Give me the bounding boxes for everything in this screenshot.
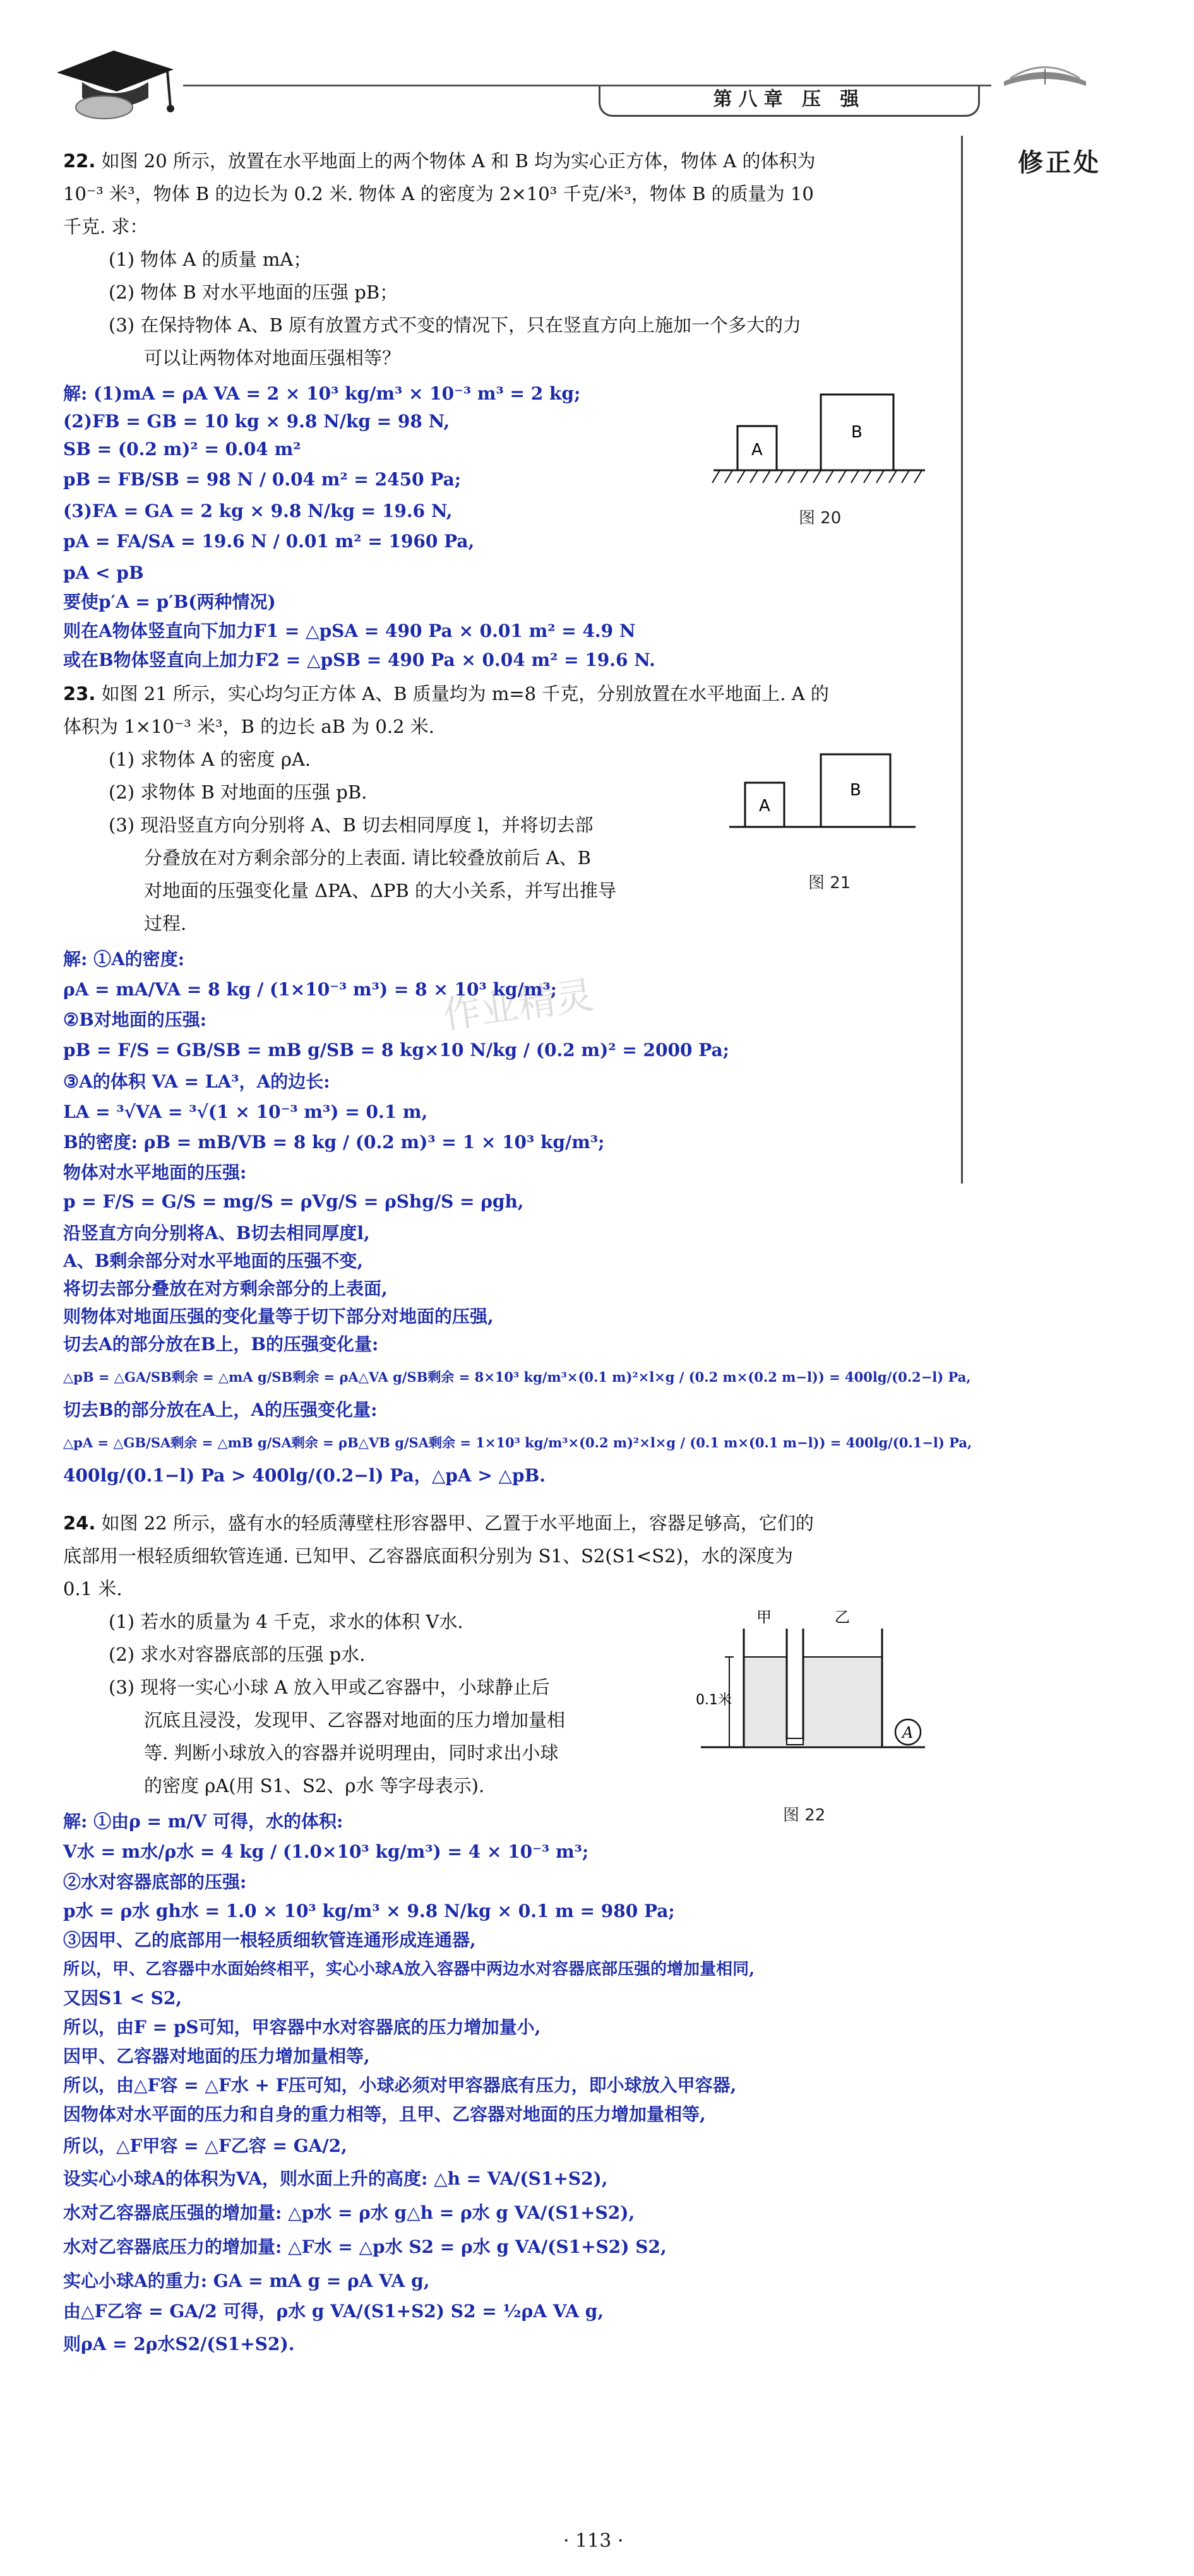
figure-22-caption: 图 22: [783, 1806, 826, 1825]
q22-sol-line10: 或在B物体竖直向上加力F2 = △pSB = 490 Pa × 0.04 m² = 19.6 N.: [63, 650, 655, 670]
q22-sol-line1: 解: (1)mA = ρA VA = 2 × 10³ kg/m³ × 10⁻³ m³ = 2 kg;: [63, 383, 581, 404]
chapter-header: 第八章 压 强: [599, 86, 980, 117]
q24-sol-line3: ②水对容器底部的压强:: [63, 1872, 247, 1892]
q22-sol-line5: (3)FA = GA = 2 kg × 9.8 N/kg = 19.6 N,: [63, 501, 453, 521]
q22-stem-line2: 10⁻³ 米³，物体 B 的边长为 0.2 米. 物体 A 的密度为 2×10³ 千克/米³，物体 B 的质量为 10: [63, 183, 814, 205]
q23-sol-line5: ③A的体积 VA = LA³，A的边长:: [63, 1071, 330, 1092]
margin-correction-title: 修正处: [1018, 148, 1101, 177]
q24-stem-line1: 24. 如图 22 所示，盛有水的轻质薄壁柱形容器甲、乙置于水平地面上，容器足够高，它们的: [63, 1512, 814, 1534]
page-number: · 113 ·: [563, 2530, 624, 2552]
q24-sol-line1: 解: ①由ρ = m/V 可得，水的体积:: [63, 1811, 343, 1832]
q22-sol-line6: pA = FA/SA = 19.6 N / 0.01 m² = 1960 Pa,: [63, 531, 475, 552]
q22-stem-line3: 千克. 求：: [63, 216, 148, 237]
q23-sol-line18: 400lg/(0.1−l) Pa > 400lg/(0.2−l) Pa，△pA > △pB.: [63, 1465, 546, 1486]
q23-sol-line7: B的密度: ρB = mB/VB = 8 kg / (0.2 m)³ = 1 × 10³ kg/m³;: [63, 1132, 605, 1153]
q24-sol-line13: 设实心小球A的体积为VA，则水面上升的高度: △h = VA/(S1+S2),: [63, 2168, 608, 2189]
fig21-label-a: A: [759, 797, 770, 816]
q24-sol-line17: 由△F乙容 = GA/2 可得，ρ水 g VA/(S1+S2) S2 = ½ρA VA g,: [63, 2301, 604, 2322]
q23-part3b: 分叠放在对方剩余部分的上表面. 请比较叠放前后 A、B: [144, 847, 591, 869]
q23-stem-line2: 体积为 1×10⁻³ 米³，B 的边长 aB 为 0.2 米.: [63, 716, 434, 737]
q22-number: 22.: [63, 150, 96, 172]
q23-sol-line16: 切去B的部分放在A上，A的压强变化量:: [63, 1399, 378, 1420]
q22-sol-line3: SB = (0.2 m)² = 0.04 m²: [63, 439, 301, 460]
q22-sol-line4: pB = FB/SB = 98 N / 0.04 m² = 2450 Pa;: [63, 469, 462, 490]
q23-sol-line1: 解: ①A的密度:: [63, 949, 185, 970]
q24-sol-line11: 因物体对水平面的压力和自身的重力相等，且甲、乙容器对地面的压力增加量相等,: [63, 2104, 706, 2125]
figure-20-caption: 图 20: [799, 509, 842, 528]
q24-sol-line10: 所以，由△F容 = △F水 + F压可知，小球必须对甲容器底有压力，即小球放入甲容器,: [63, 2075, 737, 2096]
q23-part1: (1) 求物体 A 的密度 ρA.: [109, 749, 311, 770]
q24-part3b: 沉底且浸没，发现甲、乙容器对地面的压力增加量相: [144, 1709, 566, 1731]
watermark: 作业精灵: [439, 973, 597, 1038]
q24-sol-line8: 所以，由F = pS可知，甲容器中水对容器底的压力增加量小,: [63, 2017, 541, 2038]
q24-sol-line14: 水对乙容器底压强的增加量: △p水 = ρ水 g△h = ρ水 g VA/(S1+S2),: [63, 2202, 635, 2223]
q24-sol-line18: 则ρA = 2ρ水S2/(S1+S2).: [63, 2334, 295, 2354]
q22-part1: (1) 物体 A 的质量 mA；: [109, 249, 312, 270]
fig22-depth-label: 0.1米: [696, 1692, 732, 1708]
q24-part3a: (3) 现将一实心小球 A 放入甲或乙容器中，小球静止后: [109, 1677, 550, 1698]
q23-sol-line10: 沿竖直方向分别将A、B切去相同厚度l,: [63, 1223, 370, 1243]
q23-sol-line3: ②B对地面的压强:: [63, 1009, 207, 1030]
q23-sol-line6: LA = ³√VA = ³√(1 × 10⁻³ m³) = 0.1 m,: [63, 1101, 428, 1122]
figure-21: [726, 748, 928, 855]
q24-sol-line12: 所以，△F甲容 = △F乙容 = GA/2,: [63, 2135, 347, 2156]
q23-stem-line1: 23. 如图 21 所示，实心均匀正方体 A、B 质量均为 m=8 千克，分别放置在水平地面上. A 的: [63, 683, 829, 704]
q22-part3b: 可以让两物体对地面压强相等？: [144, 347, 401, 369]
q24-stem-line3: 0.1 米.: [63, 1578, 122, 1600]
q23-sol-line4: pB = F/S = GB/SB = mB g/SB = 8 kg×10 N/kg / (0.2 m)² = 2000 Pa;: [63, 1040, 729, 1060]
q23-sol-line11: A、B剩余部分对水平地面的压强不变,: [63, 1250, 364, 1271]
q22-sol-line8: 要使p′A = p′B(两种情况): [63, 591, 276, 612]
q24-part1: (1) 若水的质量为 4 千克，求水的体积 V水.: [109, 1611, 463, 1632]
margin-divider: [961, 136, 963, 1184]
q24-sol-line2: V水 = m水/ρ水 = 4 kg / (1.0×10³ kg/m³) = 4 × 10⁻³ m³;: [63, 1841, 589, 1862]
q23-part3d: 过程.: [144, 913, 187, 934]
q23-part3a: (3) 现沿竖直方向分别将 A、B 切去相同厚度 l，并将切去部: [109, 814, 594, 836]
q24-number: 24.: [63, 1512, 96, 1534]
q22-sol-line7: pA < pB: [63, 562, 144, 583]
fig22-label-jia: 甲: [756, 1608, 772, 1626]
q22-stem-line1: 22. 如图 20 所示，放置在水平地面上的两个物体 A 和 B 均为实心正方体，物体 A 的体积为: [63, 150, 816, 172]
q24-sol-line5: ③因甲、乙的底部用一根轻质细软管连通形成连通器,: [63, 1930, 476, 1950]
q22-part2: (2) 物体 B 对水平地面的压强 pB；: [109, 282, 398, 303]
q24-sol-line15: 水对乙容器底压力的增加量: △F水 = △p水 S2 = ρ水 g VA/(S1+S2) S2,: [63, 2236, 667, 2257]
q22-sol-line2: (2)FB = GB = 10 kg × 9.8 N/kg = 98 N,: [63, 411, 450, 432]
q23-sol-line9: p = F/S = G/S = mg/S = ρVg/S = ρShg/S = ρgh,: [63, 1191, 524, 1212]
book-icon: [998, 53, 1092, 91]
q23-sol-line13: 则物体对地面压强的变化量等于切下部分对地面的压强,: [63, 1306, 494, 1327]
q24-part3c: 等. 判断小球放入的容器并说明理由，同时求出小球: [144, 1742, 559, 1764]
q23-sol-line8: 物体对水平地面的压强:: [63, 1162, 247, 1183]
q23-part2: (2) 求物体 B 对地面的压强 pB.: [109, 781, 367, 803]
figure-22: [695, 1603, 934, 1793]
q24-stem-line2: 底部用一根轻质细软管连通. 已知甲、乙容器底面积分别为 S1、S2(S1<S2)，水的深度为: [63, 1545, 793, 1567]
q24-sol-line9: 因甲、乙容器对地面的压力增加量相等,: [63, 2046, 370, 2067]
fig22-label-yi: 乙: [835, 1608, 850, 1626]
figure-20: [707, 388, 934, 502]
q24-sol-line7: 又因S1 < S2,: [63, 1988, 182, 2009]
graduation-cap-logo: [44, 38, 183, 126]
q23-sol-line2: ρA = mA/VA = 8 kg / (1×10⁻³ m³) = 8 × 10³ kg/m³;: [63, 979, 557, 1000]
q23-sol-line14: 切去A的部分放在B上，B的压强变化量:: [63, 1334, 379, 1355]
q23-number: 23.: [63, 683, 96, 704]
fig20-label-a: A: [751, 441, 763, 460]
q22-sol-line9: 则在A物体竖直向下加力F1 = △pSA = 490 Pa × 0.01 m² = 4.9 N: [63, 620, 636, 641]
fig22-label-ball: A: [902, 1724, 914, 1742]
q22-part3a: (3) 在保持物体 A、B 原有放置方式不变的情况下，只在竖直方向上施加一个多大的力: [109, 314, 801, 336]
figure-21-caption: 图 21: [808, 874, 851, 893]
fig20-label-b: B: [851, 423, 863, 442]
q24-part3d: 的密度 ρA(用 S1、S2、ρ水 等字母表示).: [144, 1775, 485, 1796]
q23-sol-line17: △pA = △GB/SA剩余 = △mB g/SA剩余 = ρB△VB g/SA剩余 = 1×10³ kg/m³×(0.2 m)²×l×g / (0.1 m×(0.1 m−l)) = 400lg/(0.1−l) Pa,: [63, 1435, 972, 1451]
q23-part3c: 对地面的压强变化量 ΔPA、ΔPB 的大小关系，并写出推导: [144, 880, 616, 901]
q24-sol-line16: 实心小球A的重力: GA = mA g = ρA VA g,: [63, 2270, 430, 2291]
fig21-label-b: B: [850, 781, 861, 800]
q23-sol-line15: △pB = △GA/SB剩余 = △mA g/SB剩余 = ρA△VA g/SB剩余 = 8×10³ kg/m³×(0.1 m)²×l×g / (0.2 m×(0.2 m−l)) = 400lg/(0.2−l) Pa,: [63, 1369, 971, 1385]
q24-part2: (2) 求水对容器底部的压强 p水.: [109, 1644, 366, 1665]
q23-sol-line12: 将切去部分叠放在对方剩余部分的上表面,: [63, 1278, 388, 1299]
q24-sol-line6: 所以，甲、乙容器中水面始终相平，实心小球A放入容器中两边水对容器底部压强的增加量相同,: [63, 1960, 755, 1979]
q24-sol-line4: p水 = ρ水 gh水 = 1.0 × 10³ kg/m³ × 9.8 N/kg × 0.1 m = 980 Pa;: [63, 1901, 675, 1921]
